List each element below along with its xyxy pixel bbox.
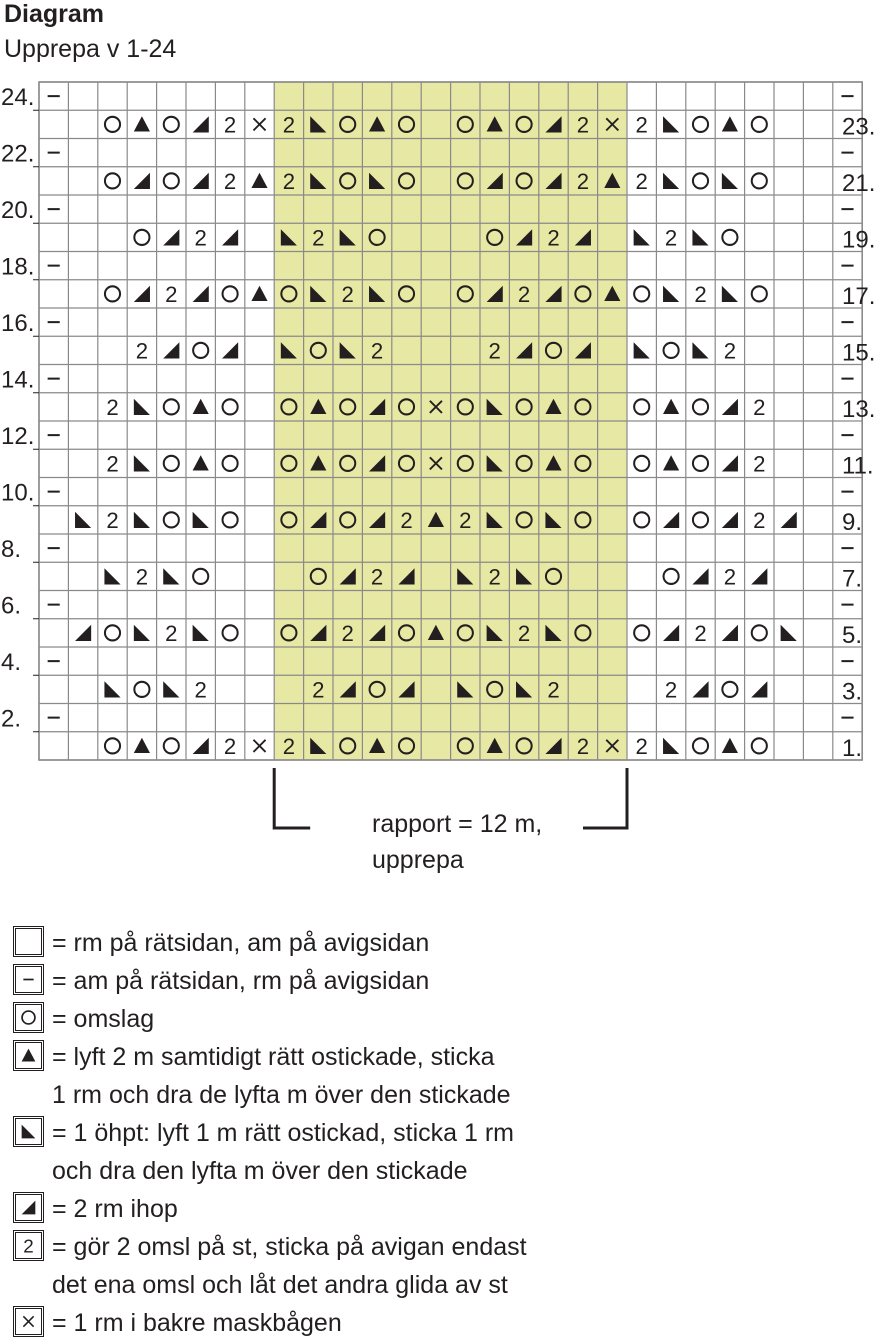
two-icon: 2 — [223, 112, 237, 138]
right-row-label: 15. — [842, 339, 876, 367]
legend-text: = lyft 2 m samtidigt rätt ostickade, sticka — [52, 1043, 495, 1071]
legend-text: 1 rm och dra de lyfta m över den stickade — [52, 1081, 511, 1109]
two-icon: 2 — [370, 338, 384, 364]
repeat-label-line1: rapport = 12 m, — [372, 810, 543, 838]
legend-text: = omslag — [52, 1005, 155, 1033]
purl-dash-icon — [16, 967, 41, 992]
two-icon: 2 — [135, 564, 149, 590]
two-icon: 2 — [547, 677, 560, 703]
left-row-label: 2. — [1, 705, 22, 733]
legend-text: = rm på rätsidan, am på avigsidan — [52, 929, 430, 957]
left-triangle-icon — [16, 1119, 41, 1144]
right-row-label: 1. — [842, 734, 863, 762]
right-row-label: 19. — [842, 226, 876, 254]
two-icon: 2 — [106, 507, 119, 533]
legend-symbol-two-icon — [15, 1232, 42, 1259]
empty-cell — [16, 929, 41, 954]
two-icon — [16, 1233, 41, 1258]
legend-symbol-yarn-over-circle-icon — [15, 1004, 42, 1031]
two-icon: 2 — [694, 620, 707, 646]
legend-text: och dra den lyfta m över den stickade — [52, 1157, 468, 1185]
two-icon: 2 — [106, 394, 119, 420]
two-icon: 2 — [488, 338, 501, 364]
right-row-label: 9. — [842, 508, 863, 536]
legend-symbol-left-triangle-icon — [15, 1118, 42, 1145]
two-icon: 2 — [165, 620, 178, 646]
repeat-label-line2: upprepa — [372, 846, 464, 874]
two-icon: 2 — [576, 168, 590, 194]
left-row-label: 22. — [1, 140, 35, 168]
left-row-label: 18. — [1, 253, 35, 281]
right-triangle-icon — [22, 1201, 36, 1215]
left-triangle-icon — [22, 1125, 36, 1139]
two-icon: 2 — [664, 225, 678, 251]
left-row-label: 6. — [1, 592, 22, 620]
two-icon: 2 — [753, 507, 766, 533]
left-row-label: 8. — [1, 536, 22, 564]
cross-icon — [23, 1316, 33, 1326]
right-row-label: 7. — [842, 565, 863, 593]
diagram-title: Diagram — [4, 0, 105, 28]
two-icon: 2 — [694, 281, 707, 307]
two-icon: 2 — [194, 225, 207, 251]
diagram-subtitle: Upprepa v 1-24 — [4, 35, 177, 63]
two-icon: 2 — [223, 733, 237, 759]
legend-text: = 1 rm i bakre maskbågen — [52, 1309, 342, 1337]
right-triangle-icon — [16, 1195, 41, 1220]
two-icon: 2 — [312, 677, 325, 703]
two-icon: 2 — [723, 564, 737, 590]
legend-text: = gör 2 omsl på st, sticka på avigan endast — [52, 1233, 527, 1261]
left-row-label: 20. — [1, 197, 35, 225]
legend-symbol-right-triangle-icon — [15, 1194, 42, 1221]
two-icon: 2 — [576, 733, 590, 759]
two-icon: 2 — [312, 225, 325, 251]
yarn-over-circle-icon — [22, 1011, 35, 1024]
right-row-label: 5. — [842, 621, 863, 649]
two-icon: 2 — [635, 733, 648, 759]
triangle-up-icon — [16, 1043, 41, 1068]
two-icon: 2 — [282, 733, 296, 759]
right-row-label: 17. — [842, 282, 876, 310]
legend-symbol-cross-icon — [15, 1308, 42, 1335]
two-icon: 2 — [753, 451, 766, 477]
right-row-label: 13. — [842, 395, 876, 423]
two-icon: 2 — [106, 451, 119, 477]
two-icon: 2 — [135, 338, 149, 364]
two-icon: 2 — [459, 507, 472, 533]
two-icon: 2 — [664, 677, 678, 703]
two-icon: 2 — [341, 281, 354, 307]
two-icon: 2 — [635, 112, 648, 138]
two-icon: 2 — [723, 338, 737, 364]
legend-symbol-triangle-up-icon — [15, 1042, 42, 1069]
right-row-label: 21. — [842, 169, 876, 197]
yarn-over-circle-icon — [16, 1005, 41, 1030]
two-icon: 2 — [517, 281, 531, 307]
two-icon: 2 — [194, 677, 207, 703]
right-row-label: 23. — [842, 113, 876, 141]
two-icon: 2 — [223, 168, 237, 194]
legend-text: det ena omsl och låt det andra glida av st — [52, 1271, 508, 1299]
legend-text: = am på rätsidan, rm på avigsidan — [52, 967, 430, 995]
two-icon: 2 — [165, 281, 178, 307]
left-row-label: 12. — [1, 423, 35, 451]
left-row-label: 16. — [1, 310, 35, 338]
legend-symbol-empty-cell — [15, 928, 42, 955]
legend-symbol-purl-dash-icon — [15, 966, 42, 993]
two-icon: 2 — [23, 1235, 34, 1257]
left-row-label: 10. — [1, 479, 35, 507]
two-icon: 2 — [400, 507, 413, 533]
legend-text: = 2 rm ihop — [52, 1195, 178, 1223]
right-row-label: 3. — [842, 678, 863, 706]
two-icon: 2 — [282, 112, 296, 138]
two-icon: 2 — [341, 620, 354, 646]
two-icon: 2 — [282, 168, 296, 194]
left-row-label: 14. — [1, 366, 35, 394]
two-icon: 2 — [635, 168, 648, 194]
legend-text: = 1 öhpt: lyft 1 m rätt ostickad, sticka 1 rm — [52, 1119, 514, 1147]
left-row-label: 24. — [1, 84, 35, 112]
two-icon: 2 — [488, 564, 501, 590]
cross-icon — [16, 1309, 41, 1334]
left-row-label: 4. — [1, 649, 22, 677]
right-row-label: 11. — [842, 452, 874, 480]
two-icon: 2 — [517, 620, 531, 646]
two-icon: 2 — [547, 225, 560, 251]
two-icon: 2 — [576, 112, 590, 138]
triangle-up-icon — [22, 1049, 36, 1062]
two-icon: 2 — [753, 394, 766, 420]
two-icon: 2 — [370, 564, 384, 590]
